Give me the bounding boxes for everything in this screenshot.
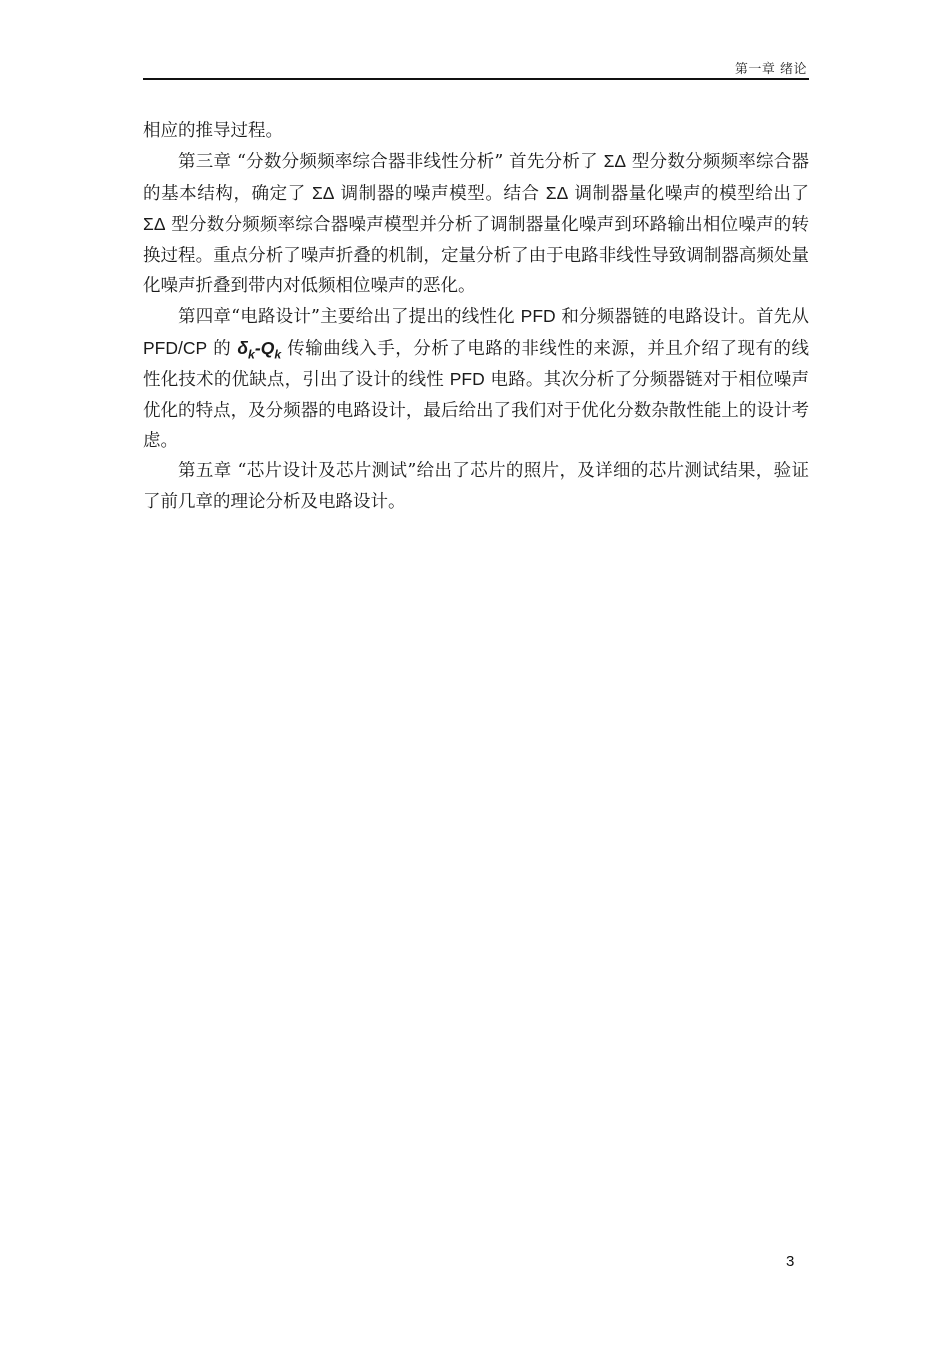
sigma-delta-symbol: ΣΔ <box>143 214 166 235</box>
pfd-cp-term: PFD/CP <box>143 337 208 358</box>
paragraph-2 <box>143 146 809 301</box>
paragraph-3 <box>143 301 809 456</box>
pfd-term: PFD <box>449 369 485 390</box>
paragraph-1 <box>143 116 809 146</box>
paragraph-3-part-b: 和分频器链的电路设计。首先从 <box>555 307 809 328</box>
paragraph-4 <box>143 456 809 517</box>
paragraph-2-part-b: 型分数分频频率综合器的基本结构，确定了 <box>143 152 810 204</box>
body-text <box>143 116 809 517</box>
page-number: 3 <box>786 1253 795 1270</box>
running-header <box>143 56 809 80</box>
pfd-term: PFD <box>520 306 556 327</box>
paragraph-2-part-a: 第三章 “分数分频频率综合器非线性分析” 首先分析了 <box>178 152 604 173</box>
paragraph-2-part-e: 型分数分频频率综合器噪声模型并分析了调制器量化噪声到环路输出相位噪声的转换过程。重点分析了噪声折叠的机制，定量分析了由于电路非线性导致调制器高频处量化噪声折叠到带内对低频相位噪声的恶化。 <box>143 215 809 297</box>
paragraph-2-part-c: 调制器的噪声模型。结合 <box>334 183 546 204</box>
chapter-title: 第一章 绪论 <box>734 62 807 77</box>
paragraph-3-part-a: 第四章“电路设计”主要给出了提出的线性化 <box>178 307 521 328</box>
q-symbol: Q <box>260 337 275 358</box>
sigma-delta-symbol: ΣΔ <box>545 182 569 203</box>
subscript-k: k <box>274 347 282 362</box>
paragraph-3-part-c: 的 <box>207 338 238 359</box>
subscript-k: k <box>248 347 255 362</box>
paragraph-2-part-d: 调制器量化噪声的模型给出了 <box>568 183 810 204</box>
paragraph-3-part-e: 电路。其次分析了分频器链对于相位噪声优化的特点，及分频器的电路设计，最后给出了我们对于优化分数杂散性能上的设计考虑。 <box>143 370 809 452</box>
delta-symbol: δ <box>237 337 249 358</box>
dash: - <box>254 337 261 358</box>
paragraph-3-part-d: 传输曲线入手，分析了电路的非线性的来源，并且介绍了现有的线性化技术的优缺点，引出了设计的线性 <box>143 338 809 391</box>
delta-k-q-k-expression <box>237 337 282 362</box>
paragraph-4-text: 第五章 “芯片设计及芯片测试”给出了芯片的照片，及详细的芯片测试结果，验证了前几章的理论分析及电路设计。 <box>143 461 809 512</box>
paragraph-1-text: 相应的推导过程。 <box>143 121 283 141</box>
sigma-delta-symbol: ΣΔ <box>603 151 627 172</box>
sigma-delta-symbol: ΣΔ <box>311 182 335 203</box>
